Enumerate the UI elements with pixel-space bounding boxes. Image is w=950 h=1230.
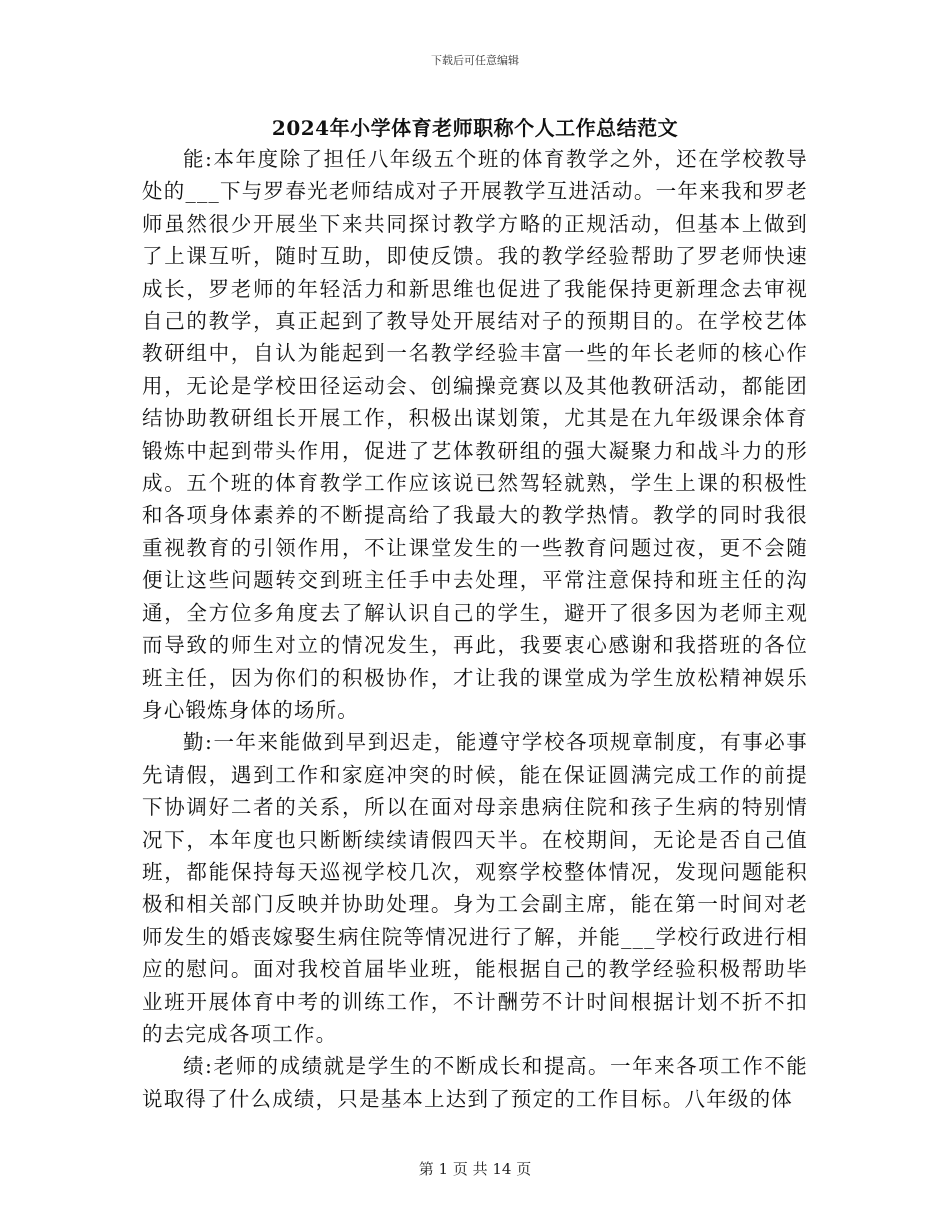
- page-header-note: 下载后可任意编辑: [431, 54, 519, 67]
- document-body: [142, 143, 808, 1115]
- paragraph-ji: 绩:老师的成绩就是学生的不断成长和提高。一年来各项工作不能说取得了什么成绩，只是基本上达到了预定的工作目标。八年级的体: [142, 1054, 808, 1111]
- document-title: 2024年小学体育老师职称个人工作总结范文: [271, 116, 679, 140]
- paragraph-qin: 勤:一年来能做到早到迟走，能遵守学校各项规章制度，有事必事先请假，遇到工作和家庭冲突的时候，能在保证圆满完成工作的前提下协调好二者的关系，所以在面对母亲患病住院和孩子生病的特别情况下，本年度也只断断续续请假四天半。在校期间，无论是否自己值班，都能保持每天巡视学校几次，观察学校整体情况，发现问题能积极和相关部门反映并协助处理。身为工会副主席，能在第一时间对老师发生的婚丧嫁娶生病住院等情况进行了解，并能___学校行政进行相应的慰问。面对我校首届毕业班，能根据自己的教学经验积极帮助毕业班开展体育中考的训练工作，不计酬劳不计时间根据计划不折不扣的去完成各项工作。: [142, 730, 808, 1046]
- paragraph-neng: 能:本年度除了担任八年级五个班的体育教学之外，还在学校教导处的___下与罗春光老师结成对子开展教学互进活动。一年来我和罗老师虽然很少开展坐下来共同探讨教学方略的正规活动，但基本上做到了上课互听，随时互助，即使反馈。我的教学经验帮助了罗老师快速成长，罗老师的年轻活力和新思维也促进了我能保持更新理念去审视自己的教学，真正起到了教导处开展结对子的预期目的。在学校艺体教研组中，自认为能起到一名教学经验丰富一些的年长老师的核心作用，无论是学校田径运动会、创编操竞赛以及其他教研活动，都能团结协助教研组长开展工作，积极出谋划策，尤其是在九年级课余体育锻炼中起到带头作用，促进了艺体教研组的强大凝聚力和战斗力的形成。五个班的体育教学工作应该说已然驾轻就熟，学生上课的积极性和各项身体素养的不断提高给了我最大的教学热情。教学的同时我很重视教育的引领作用，不让课堂发生的一些教育问题过夜，更不会随便让这些问题转交到班主任手中去处理，平常注意保持和班主任的沟通，全方位多角度去了解认识自己的学生，避开了很多因为老师主观而导致的师生对立的情况发生，再此，我要衷心感谢和我搭班的各位班主任，因为你们的积极协作，才让我的课堂成为学生放松精神娱乐身心锻炼身体的场所。: [142, 147, 808, 722]
- page-number: 第 1 页 共 14 页: [418, 1160, 532, 1178]
